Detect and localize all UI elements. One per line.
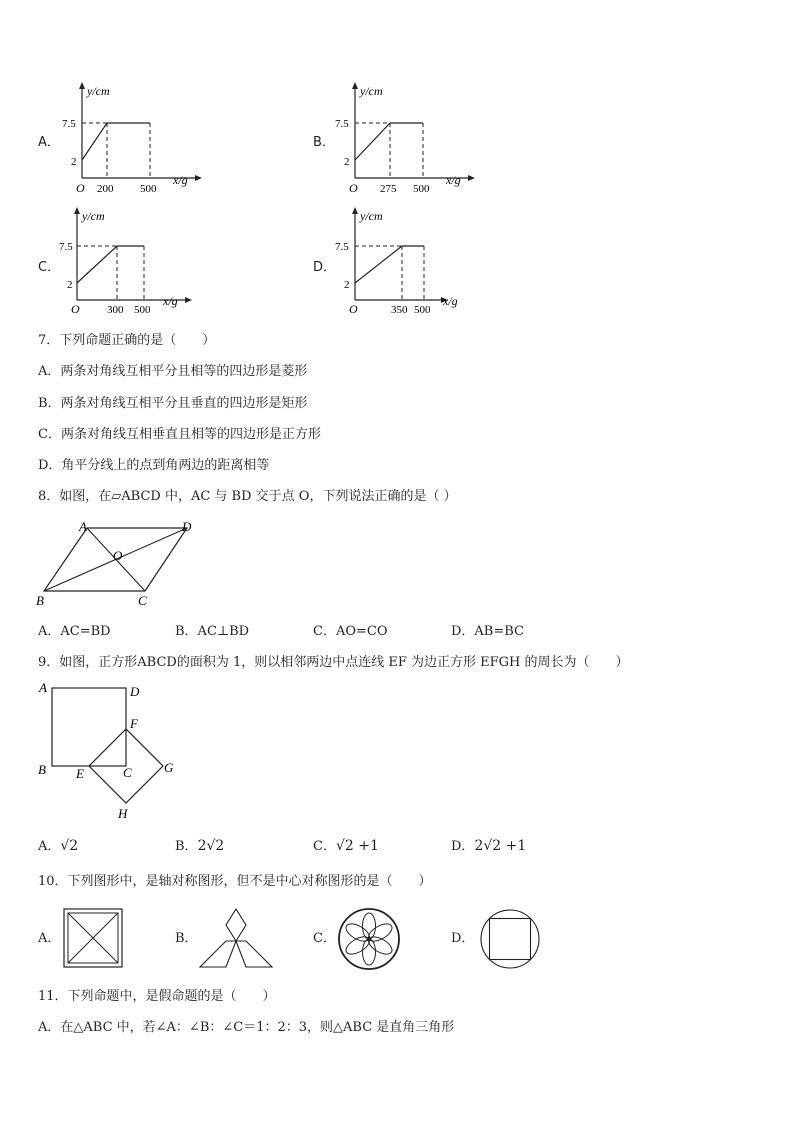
y-axis-label: y/cm (360, 209, 383, 223)
q9-option-a[interactable] (38, 838, 78, 855)
q7-option-b[interactable]: B．两条对角线互相平分且垂直的四边形是矩形 (38, 396, 308, 411)
point-e-label: E (76, 766, 84, 781)
y-axis-label: y/cm (82, 209, 105, 223)
q6-graph-d (328, 205, 478, 320)
q9-stem: 9．如图，正方形ABCD的面积为 1，则以相邻两边中点连线 EF 为边正方形 EFGH 的周长为（ ） (38, 655, 629, 670)
y-start-label: 2 (67, 279, 73, 291)
q9-option-b[interactable] (175, 838, 224, 855)
vertex-b-label: B (36, 593, 44, 608)
point-h-label: H (118, 806, 128, 821)
q8-option-d[interactable]: D．AB=BC (451, 624, 524, 639)
q9-option-d-math: 2√2 +1 (474, 838, 527, 854)
y-axis-label: y/cm (360, 84, 383, 98)
q10-option-c-letter[interactable]: C． (313, 931, 336, 946)
y-max-label: 7.5 (335, 241, 349, 253)
q10-stem: 10．下列图形中，是轴对称图形，但不是中心对称图形的是（ ） (38, 874, 432, 889)
vertex-c-label: C (123, 765, 132, 780)
y-max-label: 7.5 (59, 241, 73, 253)
x-mid-label: 300 (107, 304, 124, 316)
q10-flower-circle-figure[interactable] (337, 907, 401, 971)
y-max-label: 7.5 (335, 118, 349, 130)
q8-option-a[interactable]: A．AC=BD (38, 624, 111, 639)
q8-option-c[interactable]: C．AO=CO (313, 624, 388, 639)
q11-stem: 11．下列命题中，是假命题的是（ ） (38, 989, 276, 1004)
q6-graph-b (328, 80, 478, 195)
q9-option-a-letter: A． (38, 839, 61, 854)
q9-option-c[interactable] (313, 838, 379, 855)
x-mid-label: 275 (380, 183, 397, 195)
q10-circle-square-figure[interactable] (478, 907, 542, 971)
q10-square-cross-figure[interactable] (62, 907, 124, 969)
point-g-label: G (164, 760, 174, 775)
point-f-label: F (130, 716, 138, 731)
q9-option-c-math: √2 +1 (335, 838, 379, 854)
vertex-b-label: B (38, 762, 46, 777)
vertex-d-label: D (130, 684, 140, 699)
x-axis-label: x/g (163, 294, 178, 308)
q10-option-a-letter[interactable]: A． (38, 931, 61, 946)
q7-stem: 7．下列命题正确的是（ ） (38, 333, 216, 348)
q11-option-a[interactable]: A．在△ABC 中，若∠A：∠B：∠C＝1：2：3，则△ABC 是直角三角形 (38, 1020, 455, 1035)
origin-label: O (76, 181, 85, 195)
y-start-label: 2 (344, 156, 350, 168)
x-axis-label: x/g (446, 173, 461, 187)
q6-graph-a (55, 80, 205, 195)
y-axis-label: y/cm (87, 84, 110, 98)
y-start-label: 2 (71, 156, 77, 168)
y-max-label: 7.5 (62, 118, 76, 130)
x-end-label: 500 (140, 183, 157, 195)
x-axis-label: x/g (173, 173, 188, 187)
q8-option-b[interactable]: B．AC⊥BD (175, 624, 250, 639)
q7-option-c[interactable]: C．两条对角线互相垂直且相等的四边形是正方形 (38, 427, 321, 442)
vertex-a-label: A (39, 680, 47, 695)
q7-option-a[interactable]: A．两条对角线互相平分且相等的四边形是菱形 (38, 364, 308, 379)
origin-label: O (349, 302, 358, 316)
q8-stem: 8．如图，在▱ABCD 中，AC 与 BD 交于点 O，下列说法正确的是（ ） (38, 489, 457, 504)
q9-option-d-letter: D． (451, 839, 475, 854)
q6-option-d-letter: D． (313, 260, 337, 275)
q10-option-d-letter[interactable]: D． (451, 931, 475, 946)
origin-label: O (71, 302, 80, 316)
q8-parallelogram-figure (30, 515, 205, 615)
x-axis-label: x/g (443, 294, 458, 308)
q9-option-b-math: 2√2 (197, 838, 225, 854)
vertex-a-label: A (79, 519, 87, 534)
q6-option-c-letter: C． (38, 260, 61, 275)
vertex-c-label: C (138, 593, 147, 608)
q6-graph-c (50, 205, 200, 320)
q9-option-b-letter: B． (175, 839, 198, 854)
q7-option-d[interactable]: D．角平分线上的点到角两边的距离相等 (38, 458, 270, 473)
q9-option-d[interactable] (451, 838, 526, 855)
q6-option-b-letter: B． (313, 135, 335, 150)
point-o-label: O (113, 548, 123, 563)
origin-label: O (349, 181, 358, 195)
q9-option-a-math: √2 (60, 838, 79, 854)
x-end-label: 500 (414, 304, 431, 316)
q6-option-a-letter: A． (38, 135, 60, 150)
q9-option-c-letter: C． (313, 839, 336, 854)
x-end-label: 500 (413, 183, 430, 195)
q10-option-b-letter[interactable]: B． (175, 931, 198, 946)
vertex-d-label: D (182, 519, 192, 534)
x-end-label: 500 (134, 304, 151, 316)
x-mid-label: 350 (391, 304, 408, 316)
x-mid-label: 200 (97, 183, 114, 195)
q10-three-diamonds-figure[interactable] (198, 907, 274, 969)
q9-squares-figure (30, 678, 190, 828)
y-start-label: 2 (344, 279, 350, 291)
